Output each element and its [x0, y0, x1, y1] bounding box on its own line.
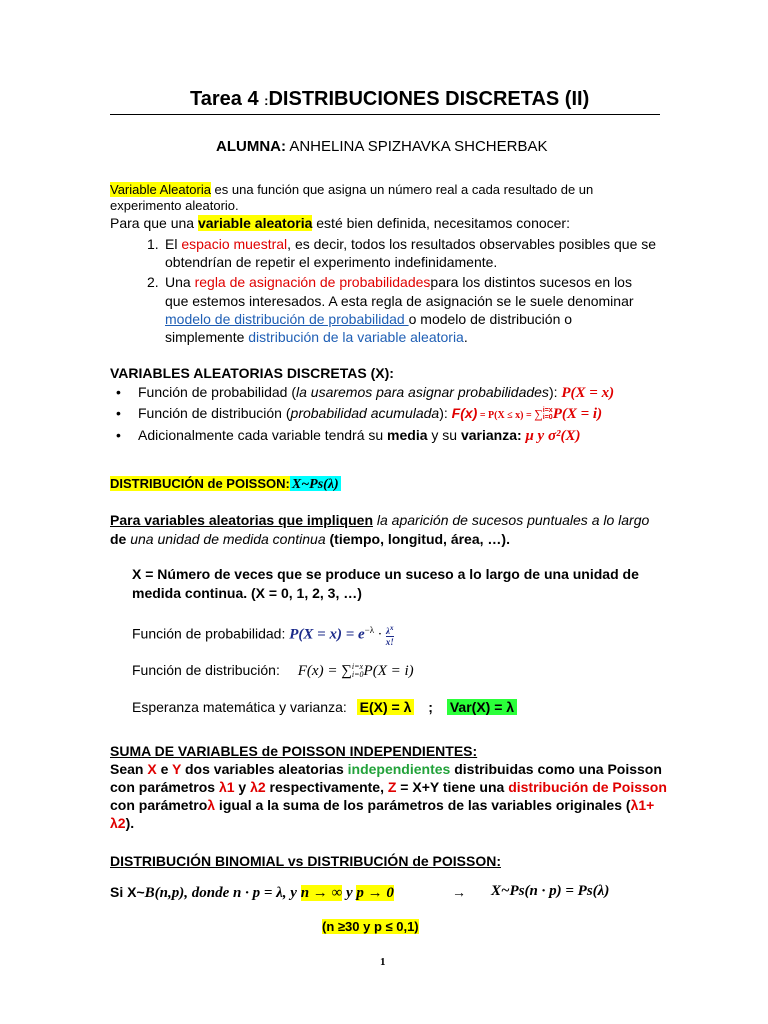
list-item-2-line-3: modelo de distribución de probabilidad o modelo de distribución o: [165, 311, 573, 327]
sum-line-2: con parámetros λ1 y λ2 respectivamente, Z = X+Y tiene una distribución de Poisson: [110, 779, 667, 795]
page-title: Tarea 4 :DISTRIBUCIONES DISCRETAS (II): [190, 88, 590, 110]
poisson-intro-line-2: de una unidad de medida continua (tiempo, longitud, área, …).: [110, 531, 510, 547]
sum-line-3: con parámetroλ igual a la suma de los parámetros de las variables originales (λ1+: [110, 797, 655, 813]
poisson-intro-line-1: Para variables aleatorias que impliquen la aparición de sucesos puntuales a lo largo: [110, 512, 650, 528]
list-item-1-line-1: El espacio muestral, es decir, todos los resultados observables posibles que se: [165, 236, 657, 252]
binomial-heading: DISTRIBUCIÓN BINOMIAL vs DISTRIBUCIÓN de POISSON:: [110, 853, 501, 869]
bullet-icon: •: [116, 405, 121, 421]
student-line: ALUMNA: ANHELINA SPIZHAVKA SHCHERBAK: [216, 138, 548, 155]
list-item-2-line-1: Una regla de asignación de probabilidadespara los distintos sucesos en los: [165, 274, 632, 290]
distribution-model-link[interactable]: modelo de distribución de probabilidad: [165, 311, 409, 327]
bullet-icon: •: [116, 384, 121, 400]
probability-function-line: Función de probabilidad: $P(X = x) = e^{-\lambda}$ · $\frac{\lambda^x}{x!}$: [132, 624, 394, 647]
x-definition-line-1: X = Número de veces que se produce un suceso a lo largo de una unidad de: [132, 566, 639, 582]
va-definition-line-2: experimento aleatorio.: [110, 198, 239, 213]
expectation-badge: E(X) = λ: [357, 699, 415, 715]
implies-arrow-icon: →: [452, 884, 466, 900]
sum-heading: SUMA DE VARIABLES de POISSON INDEPENDIENTES:: [110, 743, 478, 759]
list-item-number: 1.: [147, 236, 159, 252]
variance-badge: Var(X) = λ: [447, 699, 517, 715]
sum-line-1: Sean X e Y dos variables aleatorias independientes distribuidas como una Poisson: [110, 761, 662, 777]
discrete-bullet-3: Adicionalmente cada variable tendrá su media y su varianza: μ y σ²(X): [138, 427, 581, 444]
bullet-icon: •: [116, 427, 121, 443]
expectation-variance-line: Esperanza matemática y varianza: E(X) = λ ; Var(X) = λ: [132, 699, 517, 715]
list-item-2-line-4: simplemente distribución de la variable aleatoria.: [165, 329, 468, 345]
va-definition-line-1: Variable Aleatoria es una función que asigna un número real a cada resultado de un: [110, 182, 594, 197]
sum-line-4: λ2).: [110, 815, 135, 831]
binomial-result: X~Ps(n · p) = Ps(λ): [491, 883, 610, 899]
page-number: 1: [380, 956, 386, 968]
approximation-condition: (n ≥30 y p ≤ 0,1): [322, 919, 419, 934]
distribution-function-line: Función de distribución: F(x) = ∑ i=x i=0 P(X = i): [132, 662, 414, 680]
discrete-bullet-1: Función de probabilidad (la usaremos para asignar probabilidades): P(X = x): [138, 384, 615, 401]
need-line: Para que una variable aleatoria esté bien definida, necesitamos conocer:: [110, 215, 570, 231]
title-rule: [110, 114, 660, 115]
discrete-bullet-2: Función de distribución (probabilidad acumulada): F(x) = P(X ≤ x) = ∑ i=x i=0 P(X = i): [138, 405, 603, 422]
x-definition-line-2: medida continua. (X = 0, 1, 2, 3, …): [132, 585, 362, 601]
binomial-formula-line: Si X~B(n,p), donde n · p = λ, y n → ∞ y p → 0: [110, 884, 394, 901]
list-item-1-line-2: obtendrían de repetir el experimento indefinidamente.: [165, 254, 498, 270]
poisson-heading: DISTRIBUCIÓN de POISSON: X~Ps(λ): [110, 476, 339, 492]
list-item-number: 2.: [147, 274, 159, 290]
discrete-heading: VARIABLES ALEATORIAS DISCRETAS (X):: [110, 365, 394, 381]
list-item-2-line-2: que estemos interesados. A esta regla de asignación se le suele denominar: [165, 293, 634, 309]
